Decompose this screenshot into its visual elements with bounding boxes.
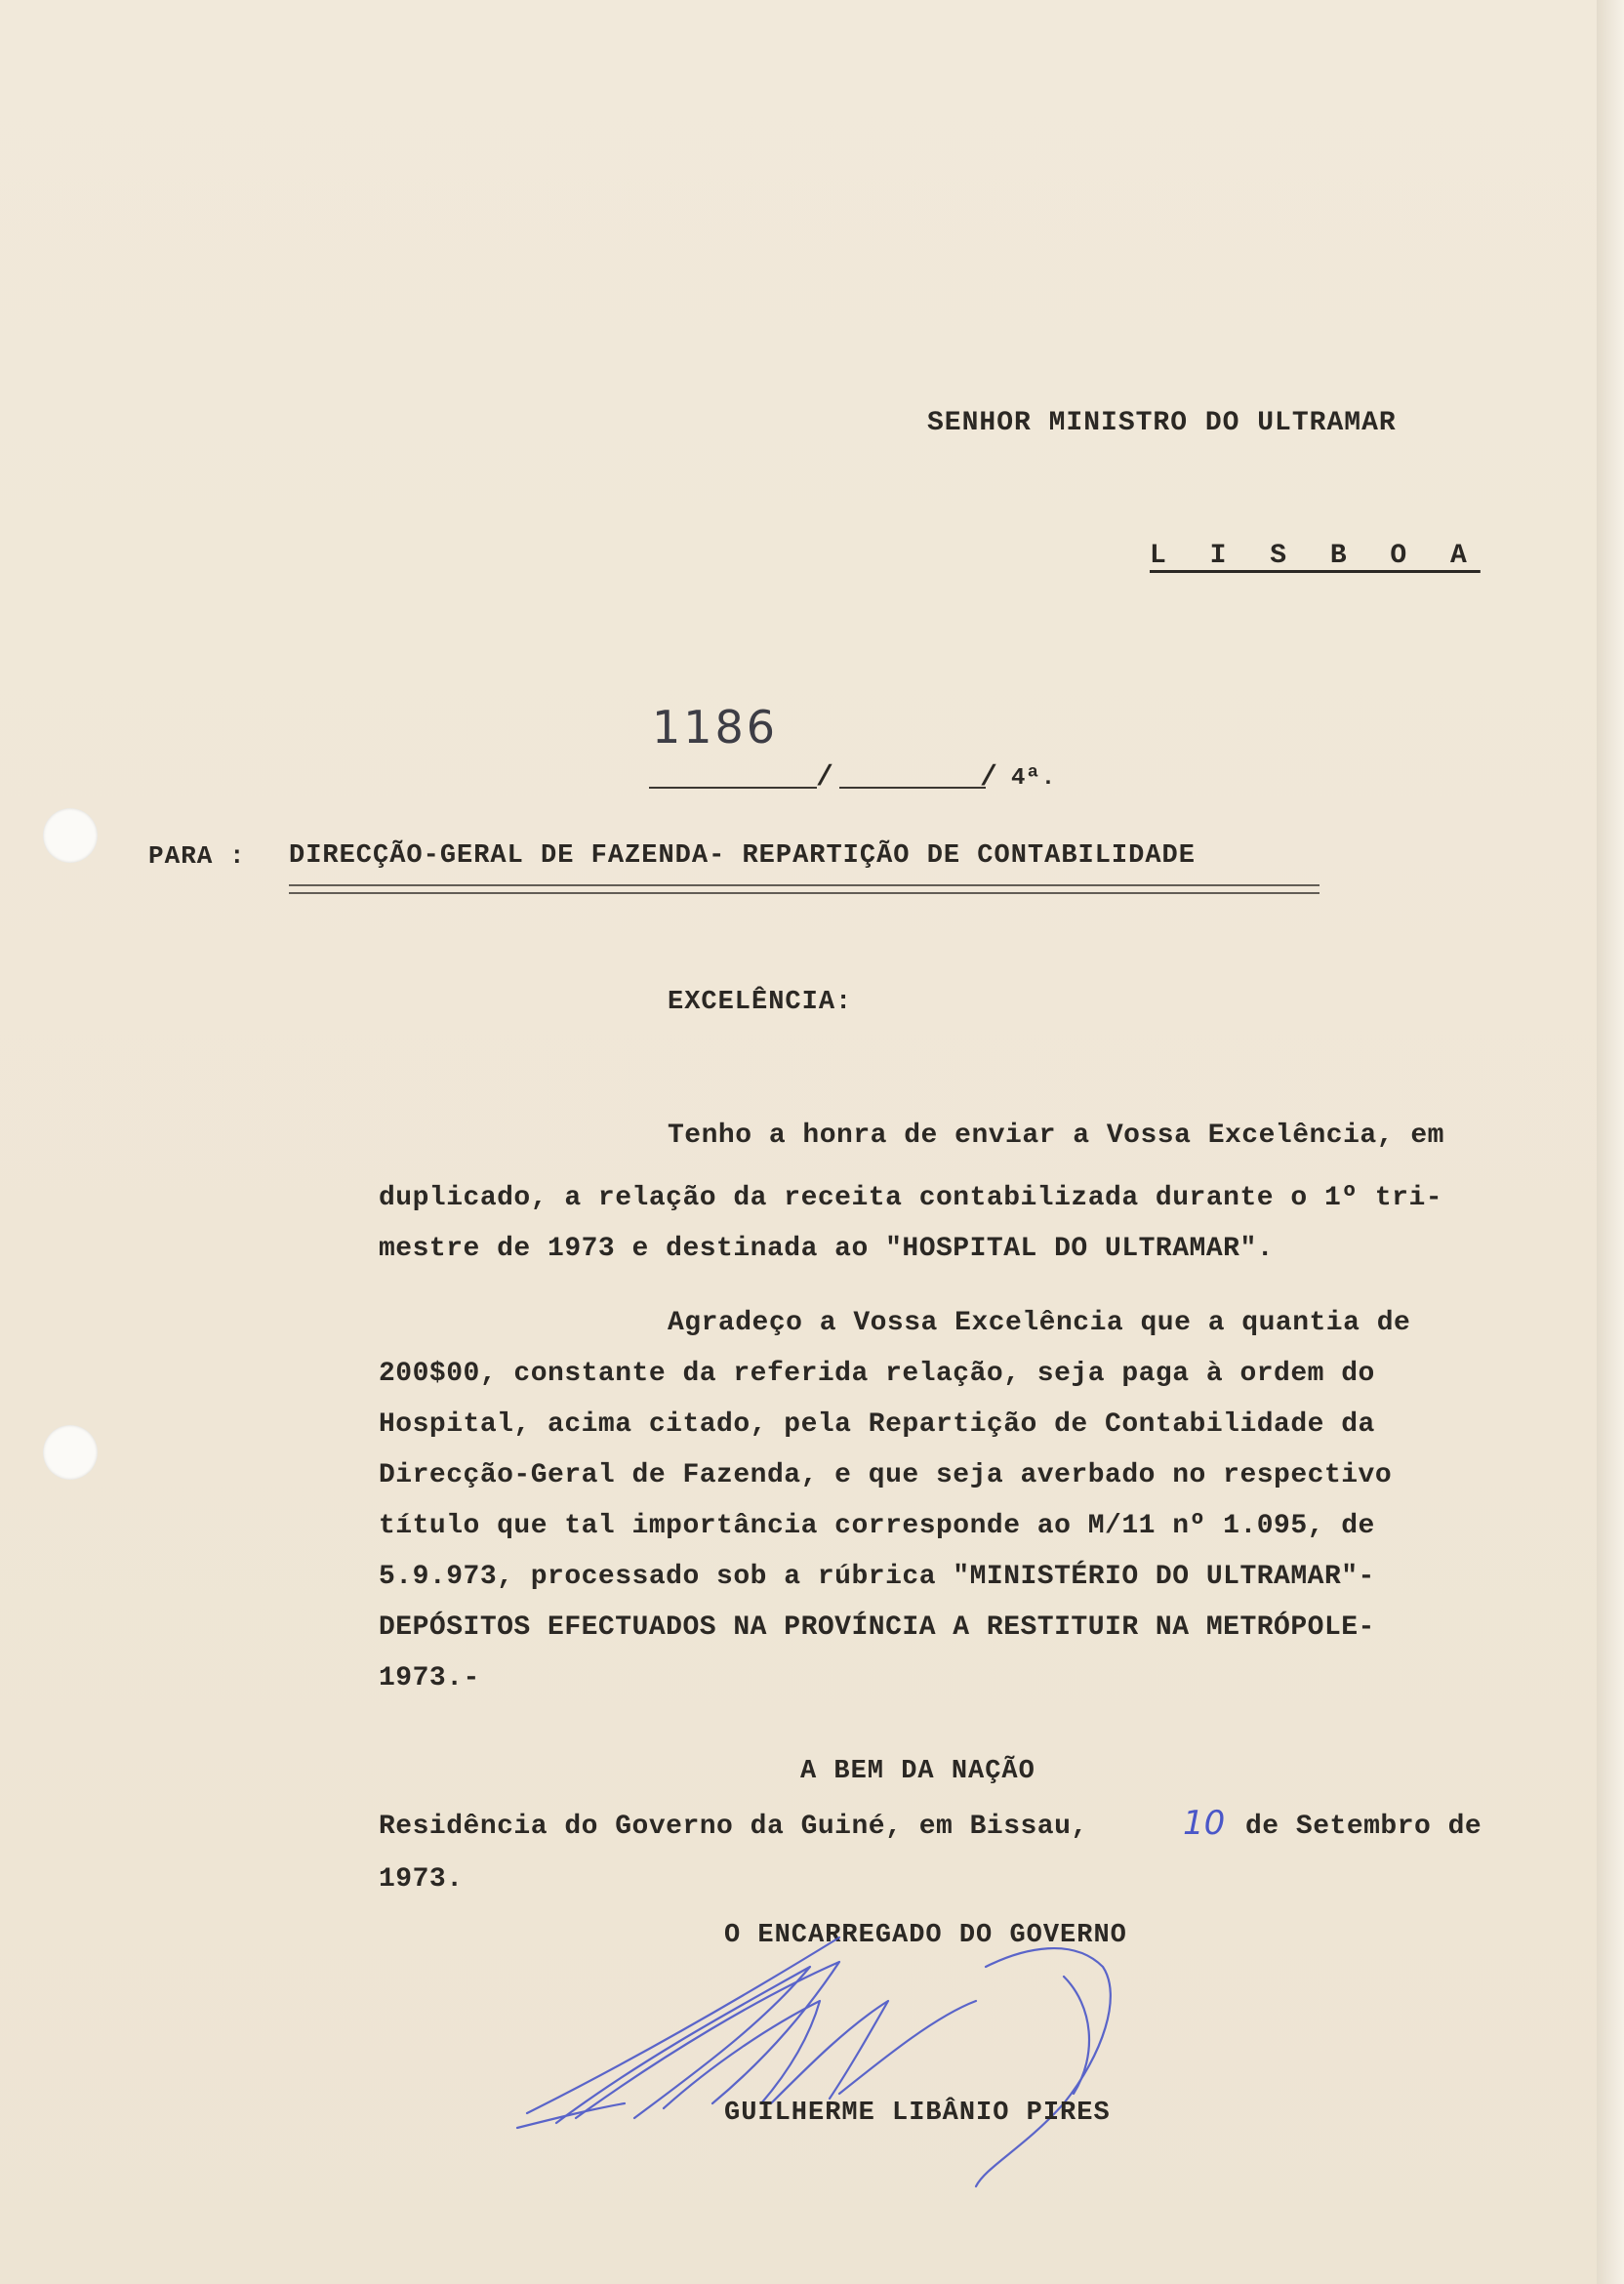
para-double-underline [289,884,1320,894]
handwritten-day: 10 [1183,1804,1226,1843]
body-line: Direcção-Geral de Fazenda, e que seja averbado no respectivo [379,1460,1393,1490]
reference-suffix: 4ª. [1011,765,1057,792]
closing-motto: A BEM DA NAÇÃO [800,1757,1035,1786]
reference-blank-2 [839,787,986,789]
salutation: EXCELÊNCIA: [668,988,853,1017]
signer-title: O ENCARREGADO DO GOVERNO [724,1921,1127,1950]
place-date-part-1: Residência do Governo da Guiné, em Bissau, [379,1812,1088,1842]
reference-blank-1 [649,787,817,789]
place-date-part-2: de Setembro de [1245,1812,1482,1842]
handwritten-signature [517,1908,1200,2201]
addressee: SENHOR MINISTRO DO ULTRAMAR [927,408,1397,438]
reference-number: 1186 [652,701,779,754]
reference-separator-2: / [980,761,999,795]
city: L I S B O A [1150,541,1481,571]
body-line: 1973.- [379,1663,480,1693]
scan-edge [1597,0,1624,2284]
punch-hole-top [43,808,98,863]
body-line: mestre de 1973 e destinada ao "HOSPITAL DO ULTRAMAR". [379,1234,1275,1264]
body-line: Agradeço a Vossa Excelência que a quantia de [668,1308,1411,1338]
place-date-year: 1973. [379,1864,464,1895]
para-destination: DIRECÇÃO-GERAL DE FAZENDA- REPARTIÇÃO DE CONTABILIDADE [289,841,1196,871]
para-label: PARA : [148,841,246,871]
signer-name: GUILHERME LIBÂNIO PIRES [724,2099,1111,2128]
reference-separator-1: / [816,761,835,795]
punch-hole-bottom [43,1425,98,1480]
body-line: 5.9.973, processado sob a rúbrica "MINISTÉRIO DO ULTRAMAR"- [379,1562,1375,1592]
body-line: Tenho a honra de enviar a Vossa Excelência, em [668,1121,1444,1151]
body-line: 200$00, constante da referida relação, seja paga à ordem do [379,1359,1375,1389]
body-line: duplicado, a relação da receita contabilizada durante o 1º tri- [379,1183,1443,1213]
body-line: título que tal importância corresponde ao M/11 nº 1.095, de [379,1511,1375,1541]
body-line: Hospital, acima citado, pela Repartição de Contabilidade da [379,1409,1375,1440]
body-line: DEPÓSITOS EFECTUADOS NA PROVÍNCIA A RESTITUIR NA METRÓPOLE- [379,1612,1375,1643]
